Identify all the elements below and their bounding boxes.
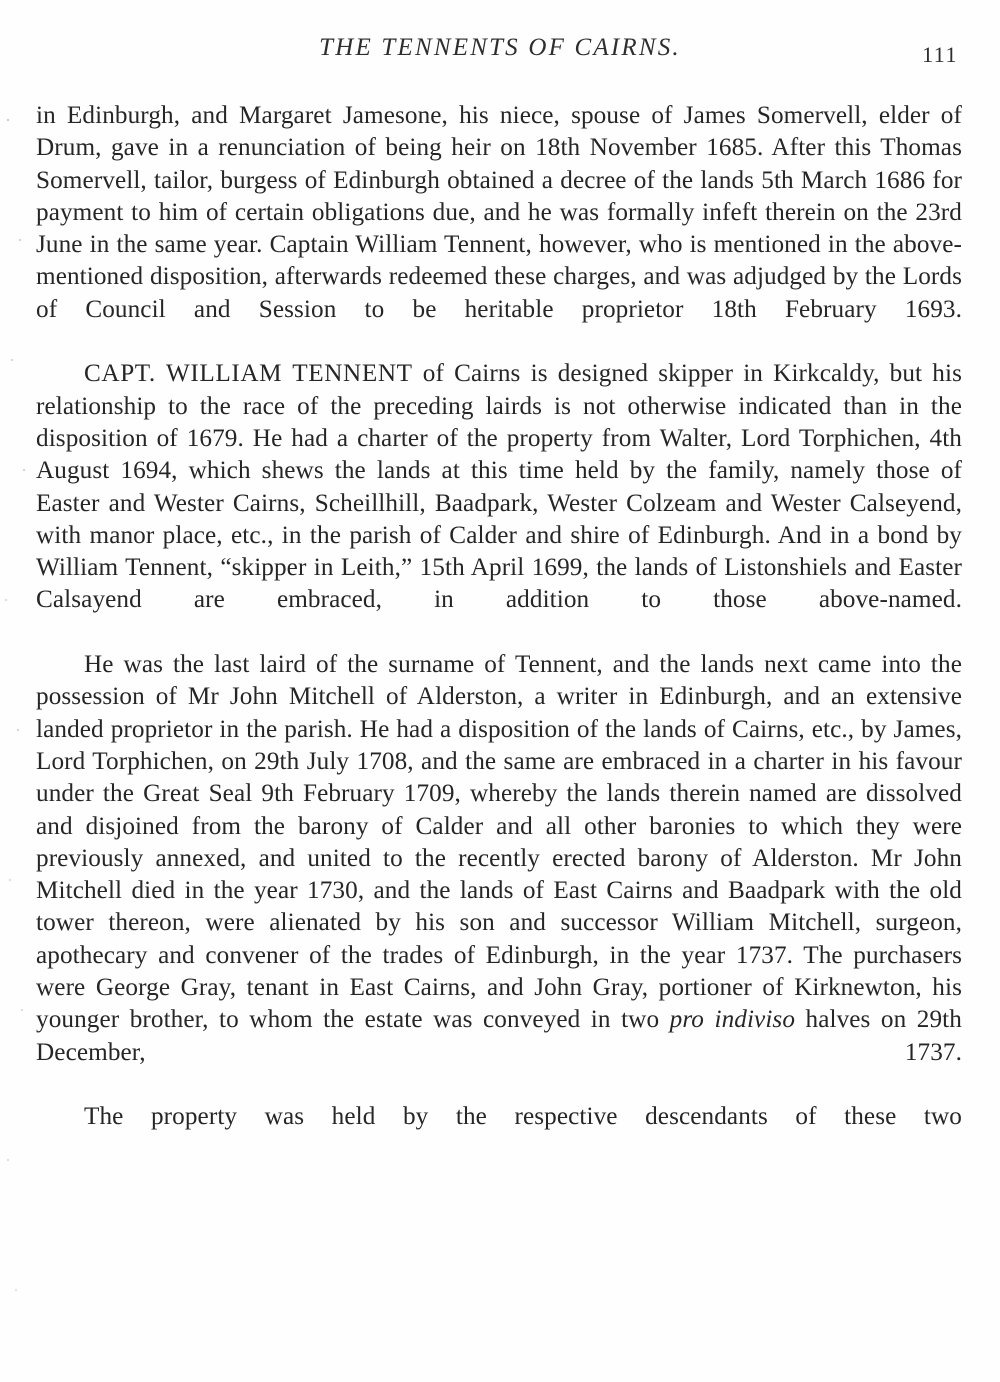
paragraph-1: in Edinburgh, and Margaret Jamesone, his niece, spouse of James Somervell, elder of Drum, gave in a renunciation of being heir on 18th November 1685. After this Thomas Somervell, tailor, burgess of Edinburgh obtained a decree of the lands 5th March 1686 for payment to him of certain obligations due, and he was formally infeft therein on the 23rd June in the same year. Captain William Tennent, however, who is mentioned in the above-mentioned disposition, afterwards redeemed these charges, and was adjudged by the Lords of Council and Session to be heritable proprietor 18th February 1693. — [36, 102, 962, 323]
paragraph-3-body-after: halves on 29th December, 1737. — [36, 1006, 962, 1066]
paragraph-2-lead-smallcaps: CAPT. WILLIAM TENNENT — [84, 360, 413, 388]
paragraph-3-italic-phrase: pro indiviso — [669, 1006, 796, 1034]
page-header — [0, 34, 1000, 80]
paragraph-3-body-before: He was the last laird of the surname of Tennent, and the lands next came into the possession of Mr John Mitchell of Alderston, a writer in Edinburgh, and an extensive landed proprietor in the parish. He had a disposition of the lands of Cairns, etc., by James, Lord Torphichen, on 29th July 1708, and the same are embraced in a charter in his favour under the Great Seal 9th February 1709, whereby the lands therein named are dissolved and disjoined from the barony of Calder and all other baronies to which they were previously annexed, and united to the recently erected barony of Alderston. Mr John Mitchell died in the year 1730, and the lands of East Cairns and Baadpark with the old tower thereon, were alienated by his son and successor William Mitchell, surgeon, apothecary and convener of the trades of Edinburgh, in the year 1737. The purchasers were George Gray, tenant in East Cairns, and John Gray, portioner of Kirknewton, his younger brother, to whom the estate was conveyed in two — [36, 651, 962, 1034]
page-number: 111 — [922, 42, 958, 67]
paragraph-2-body: of Cairns is designed skipper in Kirkcaldy, but his relationship to the race of the preceding lairds is not otherwise indicated than in the disposition of 1679. He had a charter of the property from Walter, Lord Torphichen, 4th August 1694, which shews the lands at this time held by the family, namely those of Easter and Wester Cairns, Scheillhill, Baadpark, Wester Colzeam and Wester Calseyend, with manor place, etc., in the parish of Calder and shire of Edinburgh. And in a bond by William Tennent, “skipper in Leith,” 15th April 1699, the lands of Listonshiels and Easter Calsayend are embraced, in addition to those above-named. — [36, 360, 962, 614]
paragraph-3 — [36, 649, 962, 1101]
running-head: THE TENNENTS OF CAIRNS. — [319, 34, 681, 61]
paragraph-2 — [36, 358, 962, 649]
scan-noise-margin — [0, 0, 34, 1382]
paragraph-4: The property was held by the respective descendants of these two — [84, 1103, 962, 1131]
body-text-column — [36, 100, 962, 1166]
